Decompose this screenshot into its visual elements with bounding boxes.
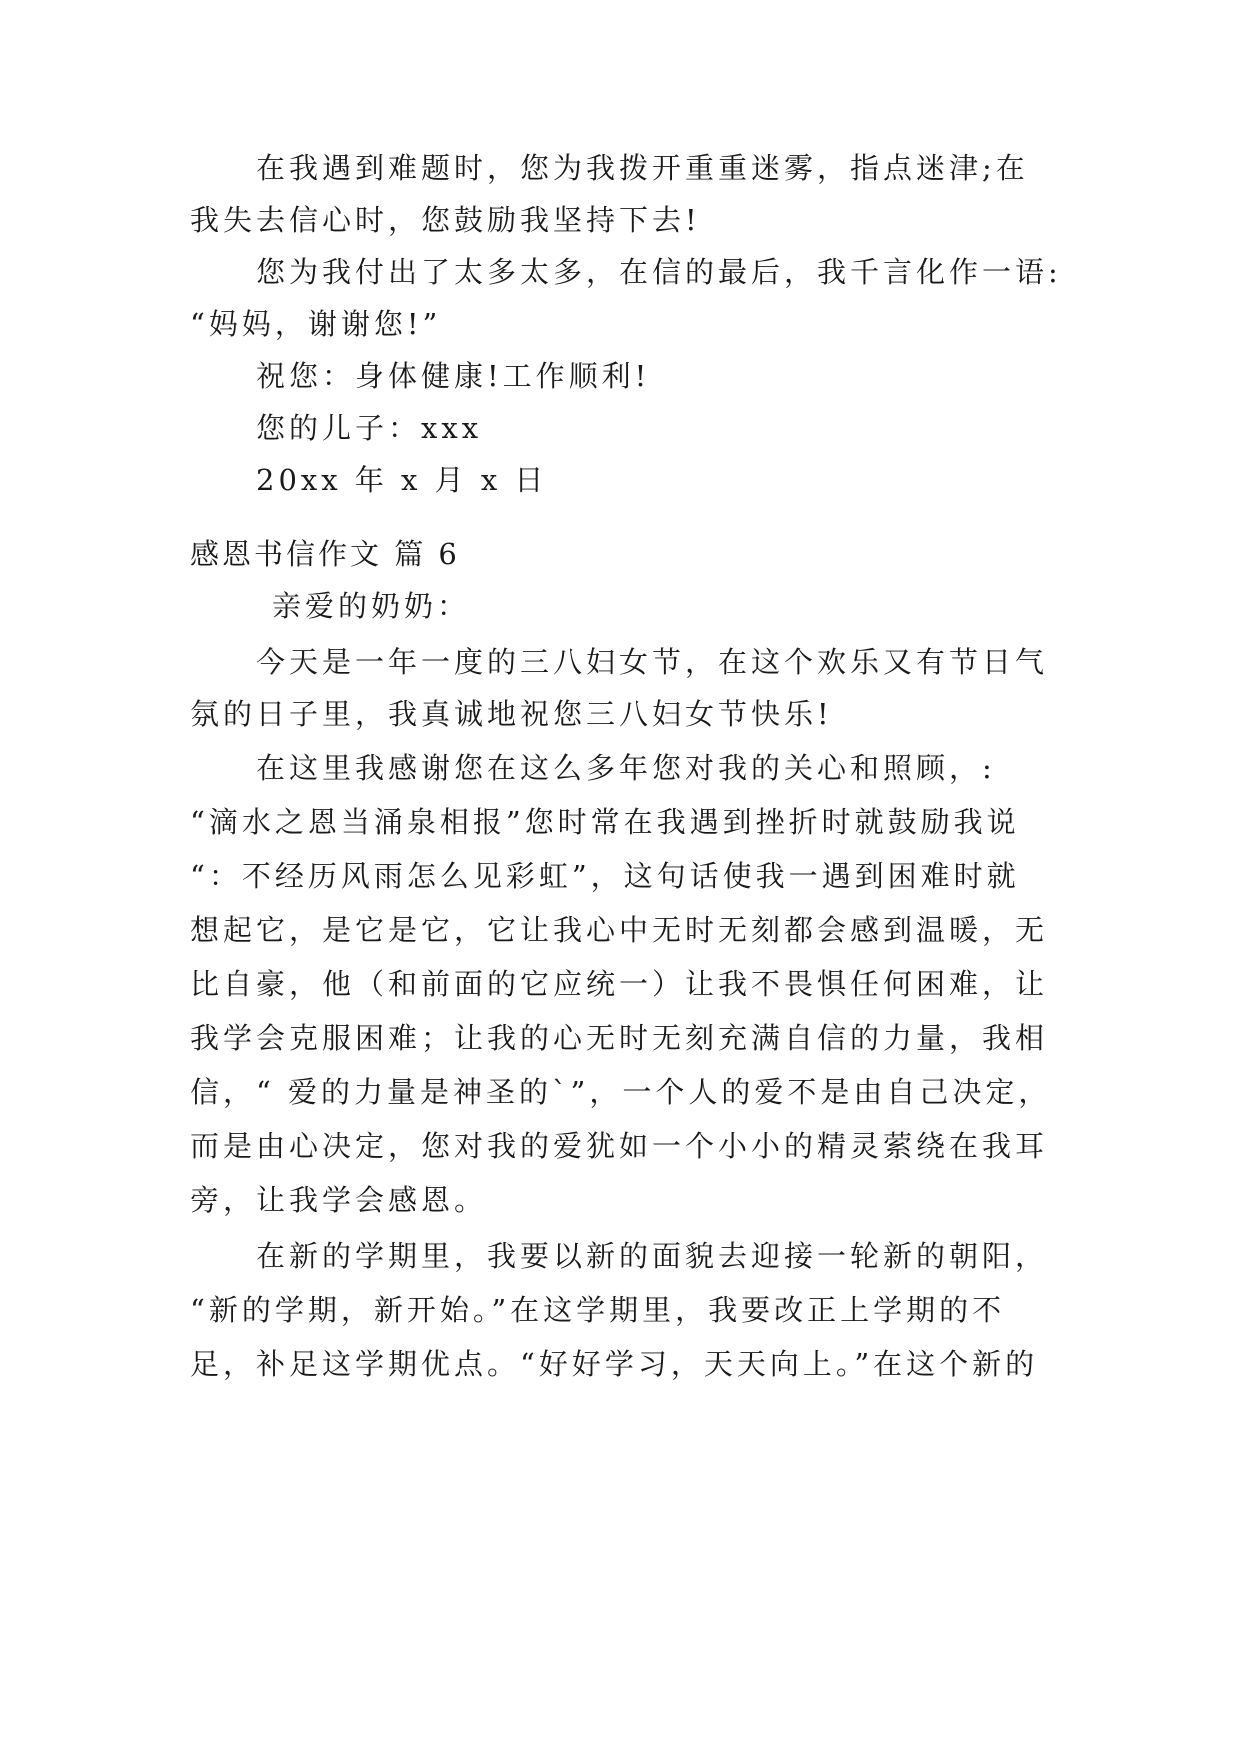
paragraph-line: 足，补足这学期优点。“好好学习，天天向上。”在这个新的 [190,1347,1039,1381]
signature: 您的儿子：xxx [256,411,483,445]
paragraph-line: 您为我付出了太多太多，在信的最后，我千言化作一语: [256,255,1062,289]
paragraph-line: 想起它，是它是它，它让我心中无时无刻都会感到温暖，无 [190,913,1049,947]
paragraph-line: 在这里我感谢您在这么多年您对我的关心和照顾，: [256,751,996,785]
paragraph-line: 在我遇到难题时，您为我拨开重重迷雾，指点迷津;在 [256,151,1029,185]
closing-wish: 祝您：身体健康!工作顺利! [256,359,651,393]
paragraph-line: “妈妈，谢谢您!” [190,307,442,341]
section-title: 感恩书信作文 篇 6 [190,537,460,571]
paragraph-line: 我学会克服困难；让我的心无时无刻充满自信的力量，我相 [190,1021,1049,1055]
paragraph-line: 在新的学期里，我要以新的面貌去迎接一轮新的朝阳， [256,1239,1049,1273]
paragraph-line: “：不经历风雨怎么见彩虹”，这句话使我一遇到困难时就 [190,859,1020,893]
paragraph-line: 旁，让我学会感恩。 [190,1183,488,1217]
salutation: 亲爱的奶奶： [272,589,471,623]
paragraph-line: 今天是一年一度的三八妇女节，在这个欢乐又有节日气 [256,645,1049,679]
paragraph-line: 信，“ 爱的力量是神圣的`”，一个人的爱不是由自己决定， [190,1075,1052,1109]
paragraph-line: 我失去信心时，您鼓励我坚持下去! [190,203,701,237]
paragraph-line: 而是由心决定，您对我的爱犹如一个小小的精灵萦绕在我耳 [190,1129,1049,1163]
paragraph-line: 氛的日子里，我真诚地祝您三八妇女节快乐! [190,697,833,731]
paragraph-line: “新的学期，新开始。”在这学期里，我要改正上学期的不 [190,1293,1006,1327]
paragraph-line: “滴水之恩当涌泉相报”您时常在我遇到挫折时就鼓励我说 [190,805,1020,839]
date: 20xx 年 x 月 x 日 [256,463,548,497]
paragraph-line: 比自豪，他（和前面的它应统一）让我不畏惧任何困难，让 [190,967,1049,1001]
